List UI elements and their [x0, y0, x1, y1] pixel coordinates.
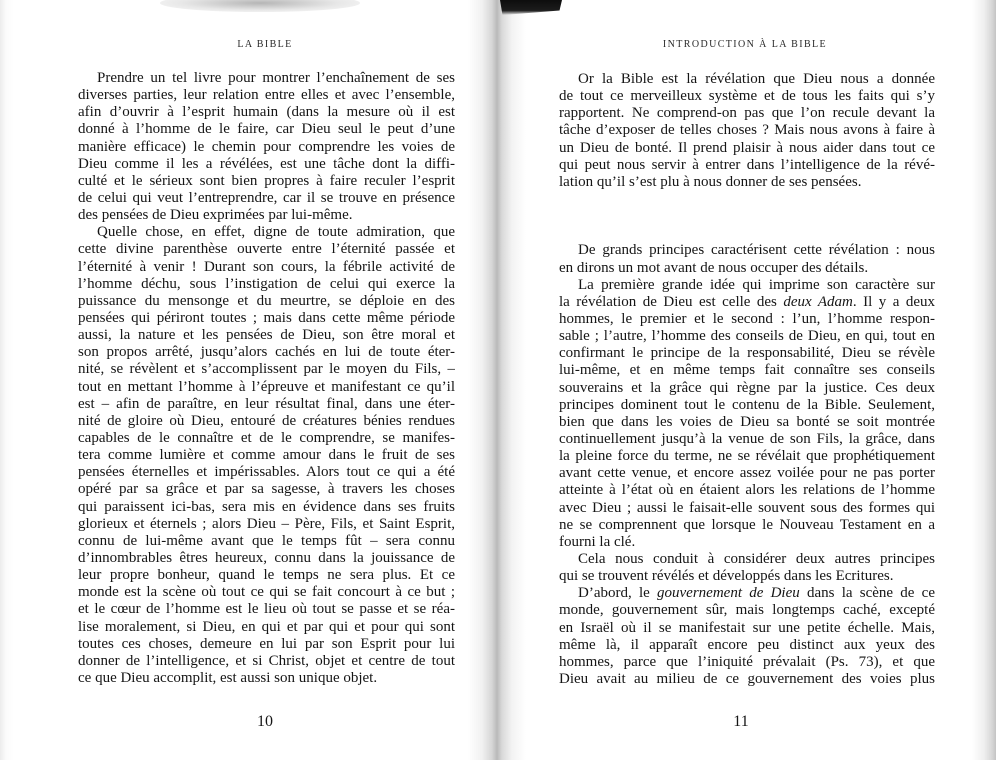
text-line: culté et le sérieux sont bien propres à faire reculer l’esprit: [78, 172, 455, 189]
text-line: opéré par sa grâce et par sa sagesse, à travers les choses: [78, 481, 455, 498]
text-line: en Israël où il se manifestait sur une petite échelle. Mais,: [559, 619, 935, 636]
paragraph: [559, 585, 935, 688]
text-line: Dieu comme il les a révélées, est une tâche dont la diffi-: [78, 155, 455, 172]
text-line: ne se comprennent que lorsque le Nouveau Testament en a: [559, 516, 935, 533]
page-text: [559, 71, 935, 688]
text-line: en dirons un mot avant de nous occuper des détails.: [559, 259, 869, 276]
text-line: même là, il apparaît encore peu distinct aux yeux des: [559, 636, 935, 653]
text-line: manière efficace) le chemin pour comprendre les voies de: [78, 138, 455, 155]
text-segment: . Il y a deux: [852, 293, 935, 310]
right-page: [500, 0, 996, 760]
text-line: [559, 585, 935, 602]
text-line: un Dieu de bonté. Il prend plaisir à nous aider dans tout ce: [559, 139, 935, 156]
text-line: qui paraissent ici-bas, sera mis en évidence dans ses fruits: [78, 498, 455, 515]
text-segment: D’abord, le: [578, 585, 658, 602]
paragraph: [559, 242, 935, 276]
running-head: INTRODUCTION À LA BIBLE: [662, 39, 828, 50]
paragraph: [559, 277, 935, 551]
text-line: pensées éternelles et impérissables. Alors tout ce qui a été: [78, 464, 455, 481]
text-line: afin d’ouvrir à l’esprit humain (dans la mesure où il est: [78, 104, 455, 121]
text-line: souverains et la grâce qui règne par la justice. Ces deux: [559, 379, 935, 396]
text-line: rapportent. Ne comprend-on pas que l’on recule devant la: [559, 105, 935, 122]
left-page: [0, 0, 490, 760]
text-line: De grands principes caractérisent cette révélation : nous: [578, 242, 935, 259]
paragraph: [78, 224, 455, 687]
text-line: Quelle chose, en effet, digne de toute admiration, que: [97, 224, 455, 241]
text-line: capables de le connaître et de le comprendre, se manifes-: [78, 429, 455, 446]
text-line: principes dominent tout le contenu de la Bible. Seulement,: [559, 396, 935, 413]
text-line: lation qu’il s’est plu à nous donner de ses pensées.: [559, 173, 862, 190]
text-line: hommes, le premier et le second : l’un, l’homme respon-: [559, 310, 935, 327]
text-line: nité, se révèlent et s’accomplissent par le moyen du Fils, –: [78, 361, 455, 378]
text-line: des pensées de Dieu exprimées par lui-même.: [78, 207, 353, 224]
text-line: ce que Dieu accomplit, est aussi son unique objet.: [78, 669, 378, 686]
text-segment: dans la scène de ce: [799, 585, 935, 602]
text-line: qui peut nous servir à entrer dans l’intelligence de la révé-: [559, 156, 935, 173]
text-line: l’homme déchu, sous l’instigation de celui qui exerce la: [78, 275, 455, 292]
text-line: tout en mettant l’homme à l’épreuve et manifestant ce qu’il: [78, 378, 455, 395]
text-line: de celui qui veut l’entreprendre, car il se trouve en présence: [78, 189, 455, 206]
section-break: [559, 191, 935, 242]
text-line: nité de gloire où Dieu, entouré de créatures bénies rendues: [78, 412, 455, 429]
text-line: confirmant le principe de la responsabilité, Dieu se révèle: [559, 345, 935, 362]
text-line: donner de l’intelligence, et si Christ, objet et centre de tout: [78, 652, 455, 669]
text-line: atteinte à l’état où en étaient alors les relations de l’homme: [559, 482, 935, 499]
text-line: avec Dieu ; aussi le faisait-elle souvent sous des formes qui: [559, 499, 935, 516]
paragraph: [78, 70, 455, 224]
italic-emphasis: deux Adam: [783, 293, 853, 310]
text-line: Dieu avait au milieu de ce gouvernement des voies plus: [559, 670, 935, 687]
italic-emphasis: gouvernement de Dieu: [657, 585, 800, 602]
text-line: avant cette venue, et encore assez voilée pour ne pas porter: [559, 465, 935, 482]
text-line: est – afin de paraître, en leur résultat final, dans une éter-: [78, 395, 455, 412]
text-line: lui-même, et en même temps fait connaître ses conseils: [559, 362, 935, 379]
text-line: tâche d’exposer de telles choses ? Mais nous avons à faire à: [559, 122, 935, 139]
text-line: donné à l’homme de le faire, car Dieu seul le peut d’une: [78, 121, 455, 138]
paragraph: [559, 71, 935, 191]
text-line: pensées qui périront toutes ; mais dans cette même période: [78, 309, 455, 326]
text-line: monde, gouvernement sûr, mais longtemps caché, excepté: [559, 602, 935, 619]
text-line: Prendre un tel livre pour montrer l’enchaînement de ses: [97, 70, 455, 86]
text-line: son propos arrêté, jusqu’alors cachés en lui de toute éter-: [78, 344, 455, 361]
text-line: l’éternité à venir ! Durant son cours, la fébrile activité de: [78, 258, 455, 275]
text-line: lise moralement, si Dieu, en qui et par qui et pour qui sont: [78, 618, 455, 635]
text-line: toutes ces choses, demeure en lui par son Esprit pour lui: [78, 635, 455, 652]
text-line: La première grande idée qui imprime son caractère sur: [578, 276, 935, 293]
page-number: 11: [733, 713, 749, 730]
text-line: et le cœur de l’homme est le lieu où tout se passe et se réa-: [78, 601, 455, 618]
text-line: leur propre bonheur, quand le temps ne sera plus. Et ce: [78, 567, 455, 584]
page-text: [78, 70, 455, 687]
text-line: cette divine parenthèse ouverte entre l’éternité passée et: [78, 241, 455, 258]
text-line: continuellement jusqu’à la venue de son Fils, la grâce, dans: [559, 430, 935, 447]
text-line: [559, 294, 935, 311]
text-line: de tout ce merveilleux système et de tous les faits qui s’y: [559, 88, 935, 105]
page-number: 10: [257, 713, 273, 730]
text-line: Cela nous conduit à considérer deux autres principes: [578, 550, 935, 567]
text-line: connu de lui-même avant que le temps fût – sera connu: [78, 532, 455, 549]
text-line: tera comme lumière et comme amour dans le fruit de ses: [78, 447, 455, 464]
text-line: bien que dans les voies de Dieu sa bonté se soit montrée: [559, 413, 935, 430]
text-line: fourni la clé.: [559, 533, 636, 550]
text-line: d’innombrables êtres heureux, connu dans la jouissance de: [78, 549, 455, 566]
text-line: qui se trouvent révélés et développés dans les Ecritures.: [559, 568, 894, 585]
text-line: sable ; l’autre, l’homme des conseils de Dieu, en qui, tout en: [559, 328, 935, 345]
text-line: monde est la scène où tout ce qui se fait concourt à ce but ;: [78, 584, 455, 601]
text-line: glorieux et éternels ; alors Dieu – Père, Fils, et Saint Esprit,: [78, 515, 455, 532]
text-line: hommes, parce que l’iniquité prévalait (Ps. 73), et que: [559, 653, 935, 670]
paragraph: [559, 551, 935, 585]
text-line: aussi, la nature et les pensées de Dieu, son être moral et: [78, 327, 455, 344]
text-line: Or la Bible est la révélation que Dieu nous a donnée: [578, 71, 935, 87]
text-line: puissance du mensonge et du meurtre, se déploie en des: [78, 292, 455, 309]
text-line: diverses parties, leur relation entre elles et avec l’ensemble,: [78, 87, 455, 104]
text-segment: la révélation de Dieu est celle des: [559, 293, 784, 310]
text-line: la pleine force du terme, ne se révélait que prophétiquement: [559, 448, 935, 465]
running-head: LA BIBLE: [237, 39, 293, 50]
